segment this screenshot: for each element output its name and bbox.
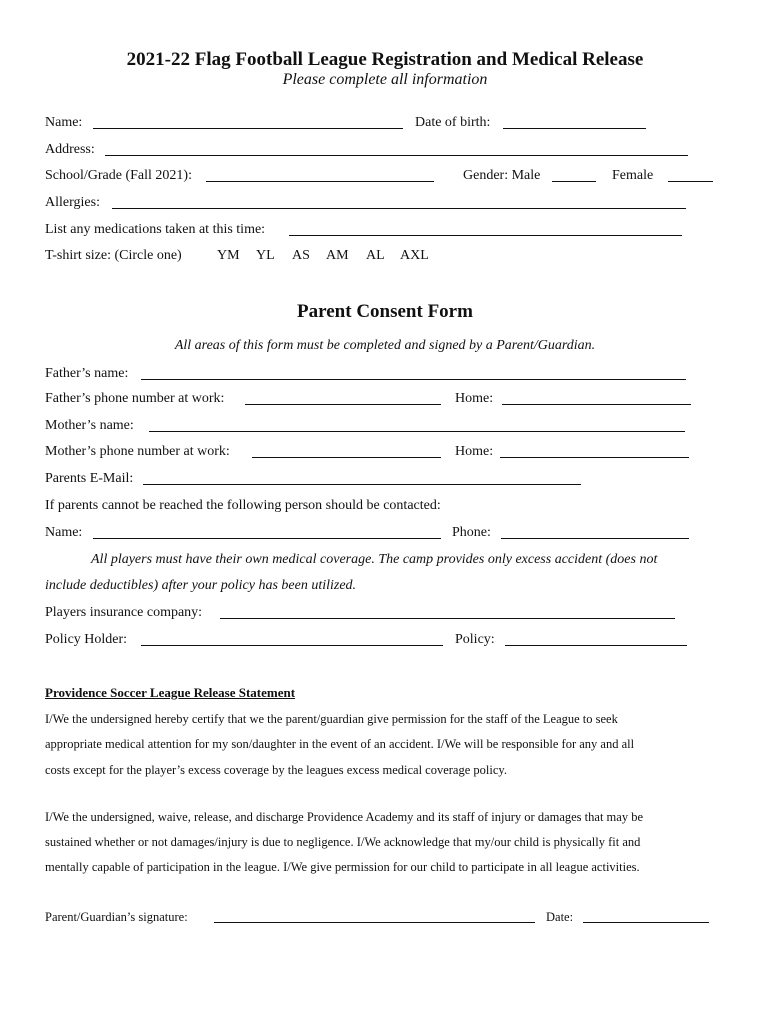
- policy-number-field[interactable]: [505, 645, 687, 646]
- tshirt-size-option[interactable]: AXL: [400, 248, 429, 263]
- address-field[interactable]: [105, 155, 688, 156]
- release-p2-line: sustained whether or not damages/injury is due to negligence. I/We acknowledge that my/our child is physically fit and: [45, 835, 641, 849]
- dob-label: Date of birth:: [415, 115, 491, 130]
- contact-phone-field[interactable]: [501, 538, 689, 539]
- release-p1-line: appropriate medical attention for my son/daughter in the event of an accident. I/We will be responsible for any and all: [45, 737, 635, 751]
- name-label: Name:: [45, 115, 83, 130]
- mother-home-phone-field[interactable]: [500, 457, 689, 458]
- tshirt-size-option[interactable]: YM: [217, 248, 240, 263]
- father-work-phone-field[interactable]: [245, 404, 441, 405]
- release-heading: Providence Soccer League Release Statement: [45, 685, 296, 700]
- tshirt-size-option[interactable]: AS: [292, 248, 310, 263]
- consent-instruction: All areas of this form must be completed and signed by a Parent/Guardian.: [174, 338, 596, 353]
- contact-name-label: Name:: [45, 525, 83, 540]
- coverage-note-line-1: All players must have their own medical coverage. The camp provides only excess accident (does not: [91, 552, 658, 567]
- mother-name-field[interactable]: [149, 431, 685, 432]
- mother-phone-label: Mother’s phone number at work:: [45, 444, 230, 459]
- tshirt-size-option[interactable]: YL: [256, 248, 275, 263]
- mother-name-label: Mother’s name:: [45, 418, 134, 433]
- policy-label: Policy:: [455, 632, 495, 647]
- release-p1-line: I/We the undersigned hereby certify that we the parent/guardian give permission for the staff of the League to seek: [45, 712, 618, 726]
- school-grade-label: School/Grade (Fall 2021):: [45, 168, 192, 183]
- policy-holder-label: Policy Holder:: [45, 632, 128, 647]
- release-p2-line: mentally capable of participation in the league. I/We give permission for our child to participate in all league activities.: [45, 860, 640, 874]
- signature-label: Parent/Guardian’s signature:: [45, 910, 188, 924]
- date-field[interactable]: [583, 922, 709, 923]
- medications-field[interactable]: [289, 235, 682, 236]
- father-name-field[interactable]: [141, 379, 686, 380]
- insurance-company-field[interactable]: [220, 618, 675, 619]
- contact-phone-label: Phone:: [452, 525, 491, 540]
- insurance-company-label: Players insurance company:: [45, 605, 203, 620]
- name-field[interactable]: [93, 128, 403, 129]
- release-p1-line: costs except for the player’s excess coverage by the leagues excess medical coverage policy.: [45, 763, 507, 777]
- date-label: Date:: [546, 910, 574, 924]
- tshirt-size-option[interactable]: AL: [366, 248, 385, 263]
- father-name-label: Father’s name:: [45, 366, 129, 381]
- mother-home-label: Home:: [455, 444, 494, 459]
- gender-male-label: Gender: Male: [463, 168, 541, 183]
- tshirt-size-option[interactable]: AM: [326, 248, 349, 263]
- father-home-phone-field[interactable]: [502, 404, 691, 405]
- father-home-label: Home:: [455, 391, 494, 406]
- gender-female-field[interactable]: [668, 181, 713, 182]
- parents-email-label: Parents E-Mail:: [45, 471, 134, 486]
- parents-email-field[interactable]: [143, 484, 581, 485]
- signature-field[interactable]: [214, 922, 535, 923]
- consent-title: Parent Consent Form: [297, 301, 473, 322]
- school-grade-field[interactable]: [206, 181, 434, 182]
- emergency-contact-note: If parents cannot be reached the following person should be contacted:: [45, 498, 441, 513]
- policy-holder-field[interactable]: [141, 645, 443, 646]
- allergies-field[interactable]: [112, 208, 686, 209]
- gender-female-label: Female: [612, 168, 654, 183]
- tshirt-size-label: T-shirt size: (Circle one): [45, 248, 182, 263]
- father-phone-label: Father’s phone number at work:: [45, 391, 225, 406]
- dob-field[interactable]: [503, 128, 646, 129]
- release-p2-line: I/We the undersigned, waive, release, and discharge Providence Academy and its staff of injury or damages that may be: [45, 810, 643, 824]
- allergies-label: Allergies:: [45, 195, 100, 210]
- medications-label: List any medications taken at this time:: [45, 222, 266, 237]
- form-subtitle: Please complete all information: [282, 71, 488, 88]
- form-title: 2021-22 Flag Football League Registration and Medical Release: [126, 49, 644, 70]
- mother-work-phone-field[interactable]: [252, 457, 441, 458]
- contact-name-field[interactable]: [93, 538, 441, 539]
- coverage-note-line-2: include deductibles) after your policy has been utilized.: [45, 578, 357, 593]
- address-label: Address:: [45, 142, 95, 157]
- gender-male-field[interactable]: [552, 181, 596, 182]
